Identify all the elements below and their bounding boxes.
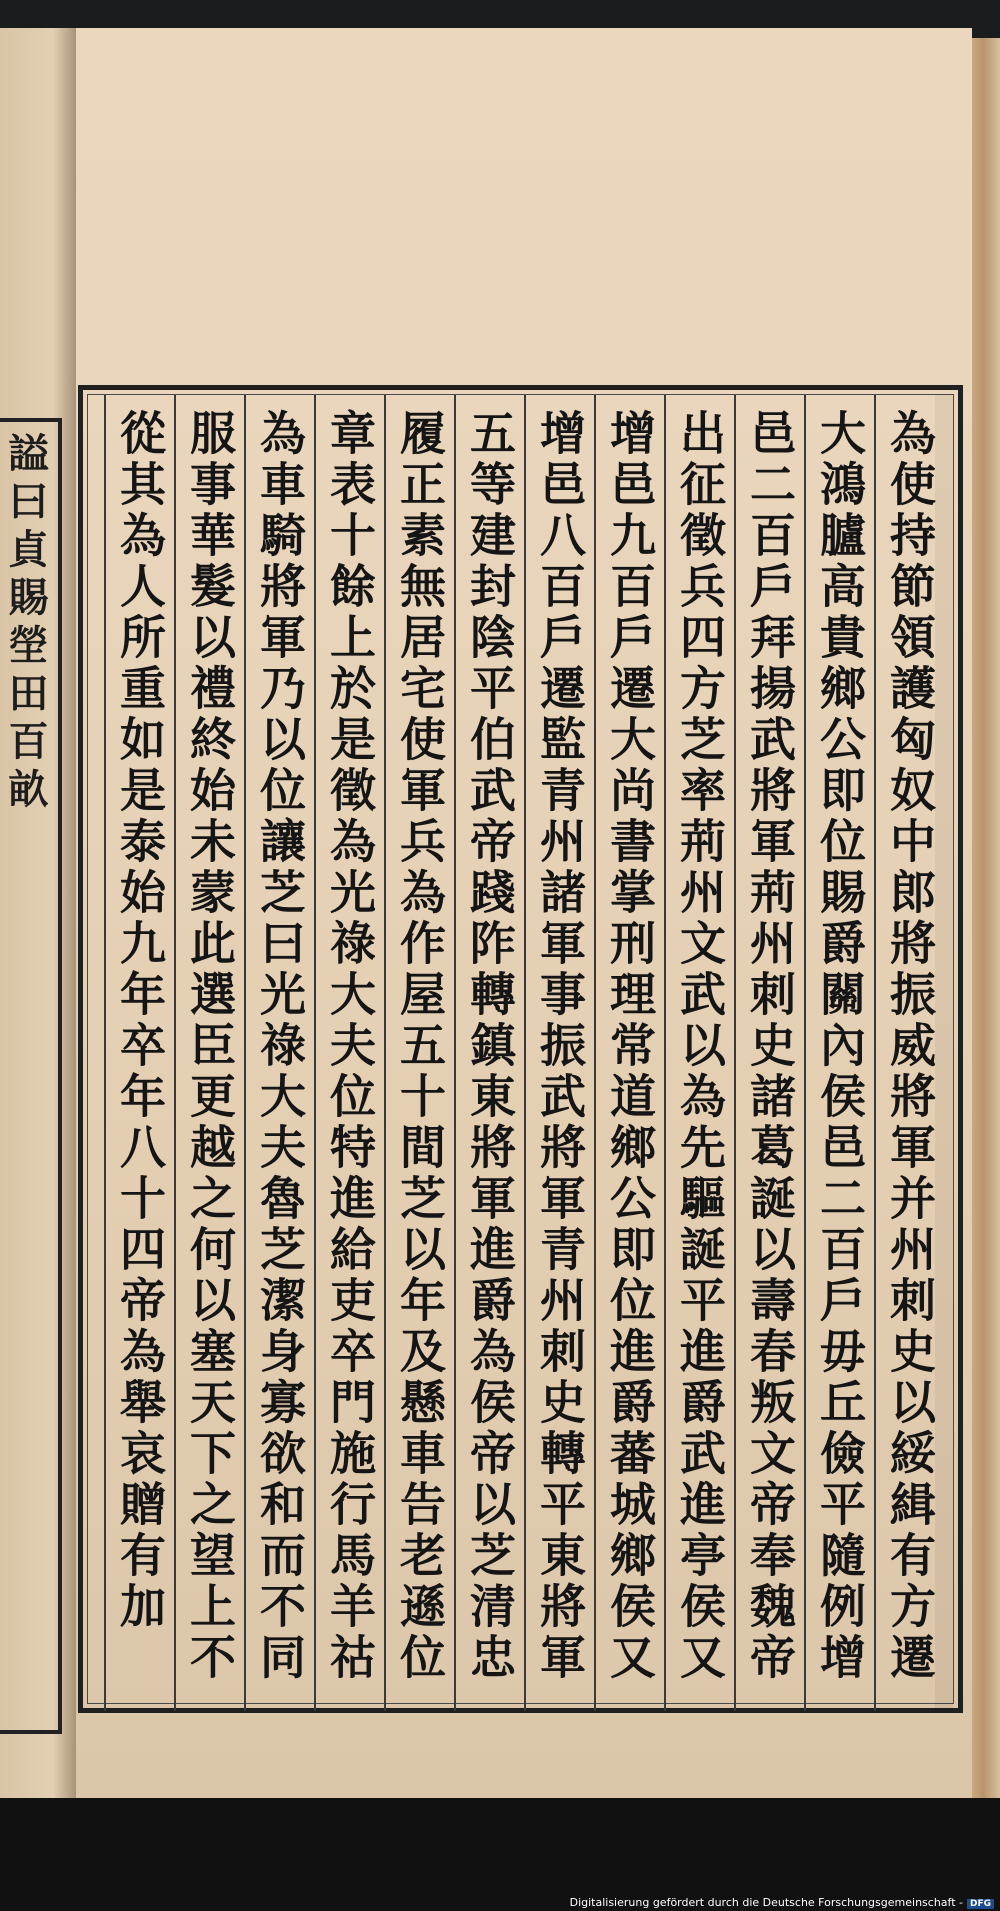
column-text: 五等建封陰平伯武帝踐阼轉鎮東將軍進爵為侯帝以芝清忠 xyxy=(463,409,517,1684)
text-column xyxy=(384,395,454,1711)
left-page-frame xyxy=(0,418,62,1734)
text-column xyxy=(524,395,594,1711)
column-text: 服事華髮以禮終始未蒙此選臣更越之何以塞天下之望上不 xyxy=(183,409,237,1684)
credit-text: Digitalisierung gefördert durch die Deutsche Forschungsgemeinschaft - xyxy=(569,1896,963,1909)
text-frame-inner xyxy=(87,394,954,1704)
column-text: 出征徵兵四方芝率荊州文武以為先驅誕平進爵武進亭侯又 xyxy=(673,409,727,1684)
text-column xyxy=(174,395,244,1711)
text-column xyxy=(804,395,874,1711)
text-column xyxy=(104,395,174,1711)
text-column xyxy=(594,395,664,1711)
column-text: 章表十餘上於是徵為光祿大夫位特進給吏卒門施行馬羊祜 xyxy=(323,409,377,1684)
column-text: 增邑八百戶遷監青州諸軍事振武將軍青州刺史轉平東將軍 xyxy=(533,409,587,1684)
footer-credit xyxy=(570,1896,994,1909)
column-text: 大鴻臚高貴鄉公即位賜爵關內侯邑二百戶毋丘儉平隨例增 xyxy=(813,409,867,1684)
text-column xyxy=(734,395,804,1711)
text-frame xyxy=(78,385,963,1713)
left-page xyxy=(0,28,76,1798)
column-text: 履正素無居宅使軍兵為作屋五十間芝以年及懸車告老遜位 xyxy=(393,409,447,1684)
column-text: 為車騎將軍乃以位讓芝曰光祿大夫魯芝潔身寡欲和而不同 xyxy=(253,409,307,1684)
column-text: 邑二百戶拜揚武將軍荊州刺史諸葛誕以壽春叛文帝奉魏帝 xyxy=(743,409,797,1684)
footer-bar xyxy=(0,1798,1000,1911)
column-text: 增邑九百戶遷大尚書掌刑理常道鄉公即位進爵蕃城鄉侯又 xyxy=(603,409,657,1684)
text-column xyxy=(244,395,314,1711)
column-text: 為使持節領護匈奴中郎將振威將軍并州刺史以綏緝有方遷 xyxy=(883,409,937,1684)
dfg-logo: DFG xyxy=(967,1899,994,1909)
text-column xyxy=(664,395,734,1711)
page-edge xyxy=(972,38,1000,1798)
text-column xyxy=(454,395,524,1711)
text-column xyxy=(314,395,384,1711)
column-text: 從其為人所重如是泰始九年卒年八十四帝為舉哀贈有加 xyxy=(113,409,167,1633)
left-page-column: 謚曰貞賜塋田百畝 xyxy=(2,432,49,816)
text-column xyxy=(874,395,944,1711)
